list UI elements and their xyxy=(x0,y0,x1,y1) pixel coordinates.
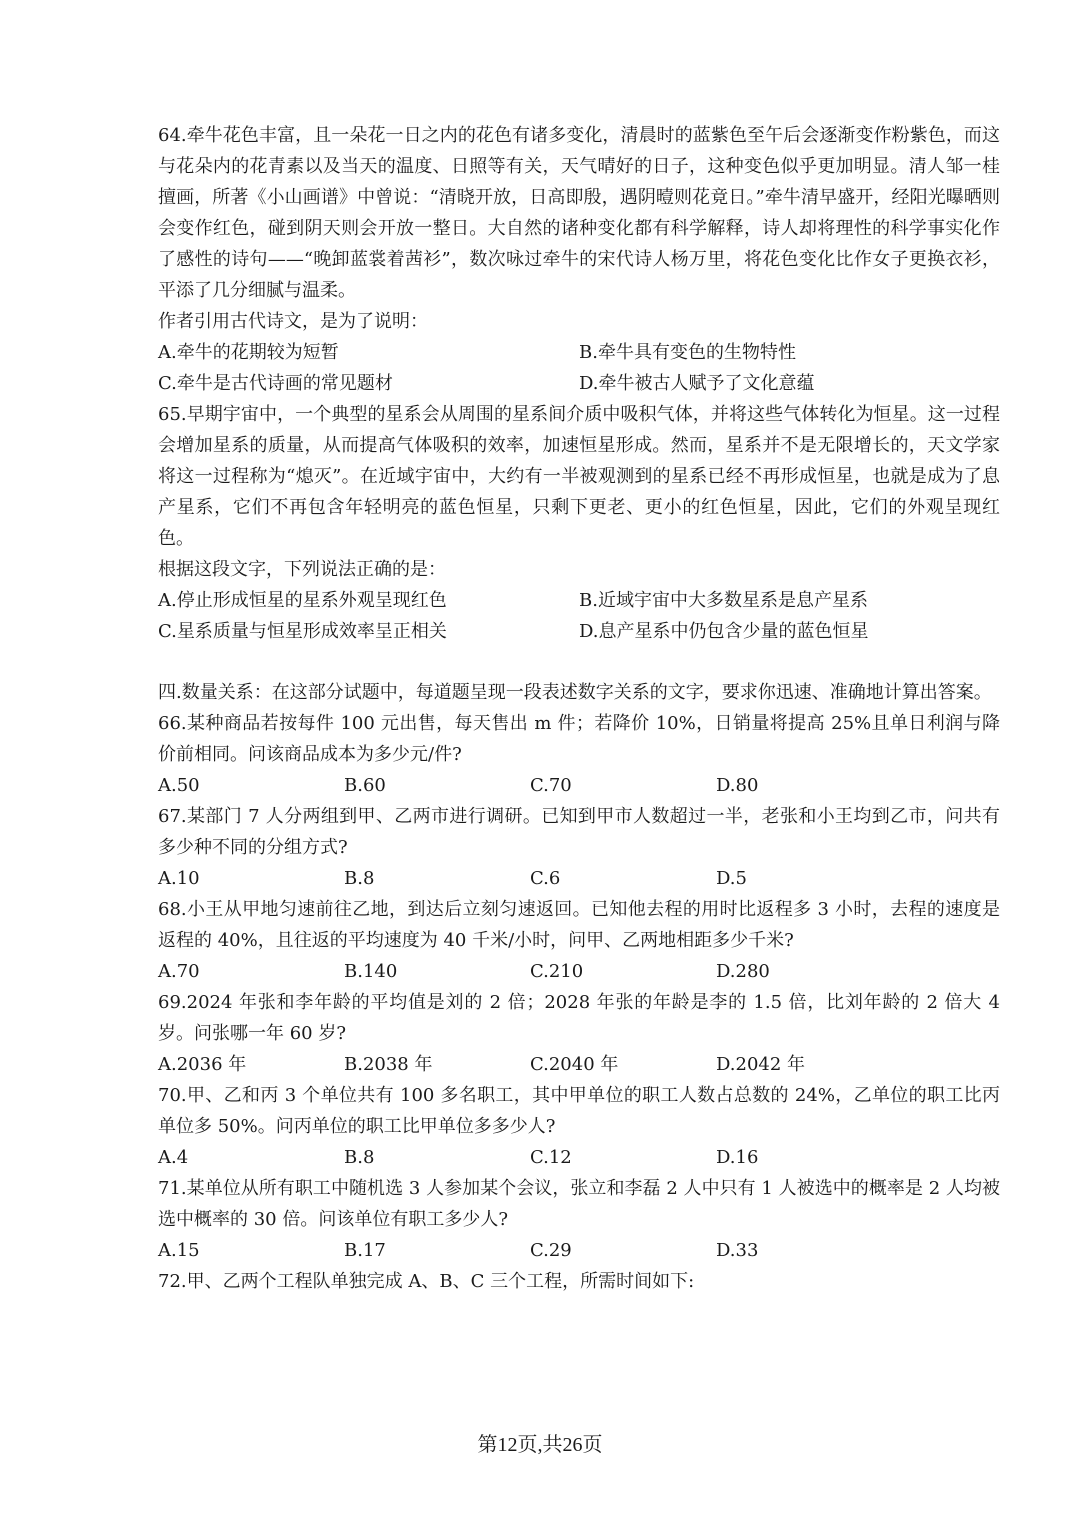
option-b: B.8 xyxy=(344,868,375,889)
option-b: B.牵牛具有变色的生物特性 xyxy=(579,342,796,363)
question-68-options xyxy=(158,956,1000,987)
option-d: D.33 xyxy=(716,1240,759,1261)
question-66-options xyxy=(158,770,1000,801)
option-d: D.息产星系中仍包含少量的蓝色恒星 xyxy=(579,621,869,642)
option-d: D.16 xyxy=(716,1147,759,1168)
question-71 xyxy=(158,1173,1000,1266)
option-a: A.牵牛的花期较为短暂 xyxy=(158,342,339,363)
option-c: C.星系质量与恒星形成效率呈正相关 xyxy=(158,621,447,642)
question-65 xyxy=(158,399,1000,647)
question-64-passage: 64.牵牛花色丰富，且一朵花一日之内的花色有诸多变化，清晨时的蓝紫色至午后会逐渐变作粉紫色，而这与花朵内的花青素以及当天的温度、日照等有关，天气晴好的日子，这种变色似乎更加明显。清人邹一桂擅画，所著《小山画谱》中曾说：“清晓开放，日高即殷，遇阴曀则花竟日。”牵牛清早盛开，经阳光曝晒则会变作红色，碰到阴天则会开放一整日。大自然的诸种变化都有科学解释，诗人却将理性的科学事实化作了感性的诗句——“晚卸蓝裳着茜衫”，数次咏过牵牛的宋代诗人杨万里，将花色变化比作女子更换衣衫，平添了几分细腻与温柔。 xyxy=(158,125,1000,301)
question-67 xyxy=(158,801,1000,894)
option-a: A.70 xyxy=(158,961,200,982)
question-69-text: 69.2024 年张和李年龄的平均值是刘的 2 倍；2028 年张的年龄是李的 1.5 倍，比刘年龄的 2 倍大 4 岁。问张哪一年 60 岁? xyxy=(158,992,1000,1044)
option-c: C.12 xyxy=(530,1147,572,1168)
question-67-options xyxy=(158,863,1000,894)
page-content xyxy=(158,120,1000,1297)
option-a: A.停止形成恒星的星系外观呈现红色 xyxy=(158,590,447,611)
option-b: B.8 xyxy=(344,1147,375,1168)
question-68 xyxy=(158,894,1000,987)
option-d: D.80 xyxy=(716,775,759,796)
option-c: C.2040 年 xyxy=(530,1054,619,1075)
section-heading-quantitative: 四.数量关系：在这部分试题中，每道题呈现一段表述数字关系的文字，要求你迅速、准确地计算出答案。 xyxy=(158,682,992,703)
option-d: D.5 xyxy=(716,868,747,889)
question-65-options-row1 xyxy=(158,585,1000,616)
option-a: A.50 xyxy=(158,775,200,796)
question-70-text: 70.甲、乙和丙 3 个单位共有 100 多名职工，其中甲单位的职工人数占总数的 24%，乙单位的职工比丙单位多 50%。问丙单位的职工比甲单位多多少人? xyxy=(158,1085,1000,1137)
option-d: D.2042 年 xyxy=(716,1054,806,1075)
option-b: B.2038 年 xyxy=(344,1054,433,1075)
option-d: D.280 xyxy=(716,961,770,982)
option-c: C.29 xyxy=(530,1240,572,1261)
question-67-text: 67.某部门 7 人分两组到甲、乙两市进行调研。已知到甲市人数超过一半，老张和小王均到乙市，问共有多少种不同的分组方式? xyxy=(158,806,1000,858)
question-72 xyxy=(158,1266,1000,1297)
option-a: A.15 xyxy=(158,1240,200,1261)
option-b: B.17 xyxy=(344,1240,386,1261)
option-a: A.2036 年 xyxy=(158,1054,247,1075)
question-66 xyxy=(158,708,1000,801)
question-64-prompt: 作者引用古代诗文，是为了说明： xyxy=(158,311,428,332)
question-70 xyxy=(158,1080,1000,1173)
question-65-passage: 65.早期宇宙中，一个典型的星系会从周围的星系间介质中吸积气体，并将这些气体转化为恒星。这一过程会增加星系的质量，从而提高气体吸积的效率，加速恒星形成。然而，星系并不是无限增长的，天文学家将这一过程称为“熄灭”。在近域宇宙中，大约有一半被观测到的星系已经不再形成恒星，也就是成为了息产星系，它们不再包含年轻明亮的蓝色恒星，只剩下更老、更小的红色恒星，因此，它们的外观呈现红色。 xyxy=(158,404,1000,549)
option-a: A.10 xyxy=(158,868,200,889)
question-65-prompt: 根据这段文字，下列说法正确的是： xyxy=(158,559,446,580)
question-64-options-row2 xyxy=(158,368,1000,399)
option-a: A.4 xyxy=(158,1147,189,1168)
question-69-options xyxy=(158,1049,1000,1080)
question-70-options xyxy=(158,1142,1000,1173)
option-b: B.140 xyxy=(344,961,398,982)
question-69 xyxy=(158,987,1000,1080)
question-66-text: 66.某种商品若按每件 100 元出售，每天售出 m 件；若降价 10%，日销量将提高 25%且单日利润与降价前相同。问该商品成本为多少元/件? xyxy=(158,713,1000,765)
question-64 xyxy=(158,120,1000,399)
question-71-text: 71.某单位从所有职工中随机选 3 人参加某个会议，张立和李磊 2 人中只有 1 人被选中的概率是 2 人均被选中概率的 30 倍。问该单位有职工多少人? xyxy=(158,1178,1000,1230)
question-71-options xyxy=(158,1235,1000,1266)
option-c: C.210 xyxy=(530,961,584,982)
option-c: C.70 xyxy=(530,775,572,796)
section-spacer xyxy=(158,647,1000,677)
question-68-text: 68.小王从甲地匀速前往乙地，到达后立刻匀速返回。已知他去程的用时比返程多 3 小时，去程的速度是返程的 40%，且往返的平均速度为 40 千米/小时，问甲、乙两地相距多少千米? xyxy=(158,899,1000,951)
question-64-options-row1 xyxy=(158,337,1000,368)
option-d: D.牵牛被古人赋予了文化意蕴 xyxy=(579,373,815,394)
question-65-options-row2 xyxy=(158,616,1000,647)
page-number: 第12页,共26页 xyxy=(477,1434,603,1456)
option-c: C.牵牛是古代诗画的常见题材 xyxy=(158,373,393,394)
option-b: B.近域宇宙中大多数星系是息产星系 xyxy=(579,590,868,611)
option-c: C.6 xyxy=(530,868,561,889)
option-b: B.60 xyxy=(344,775,386,796)
question-72-text: 72.甲、乙两个工程队单独完成 A、B、C 三个工程，所需时间如下: xyxy=(158,1271,695,1292)
